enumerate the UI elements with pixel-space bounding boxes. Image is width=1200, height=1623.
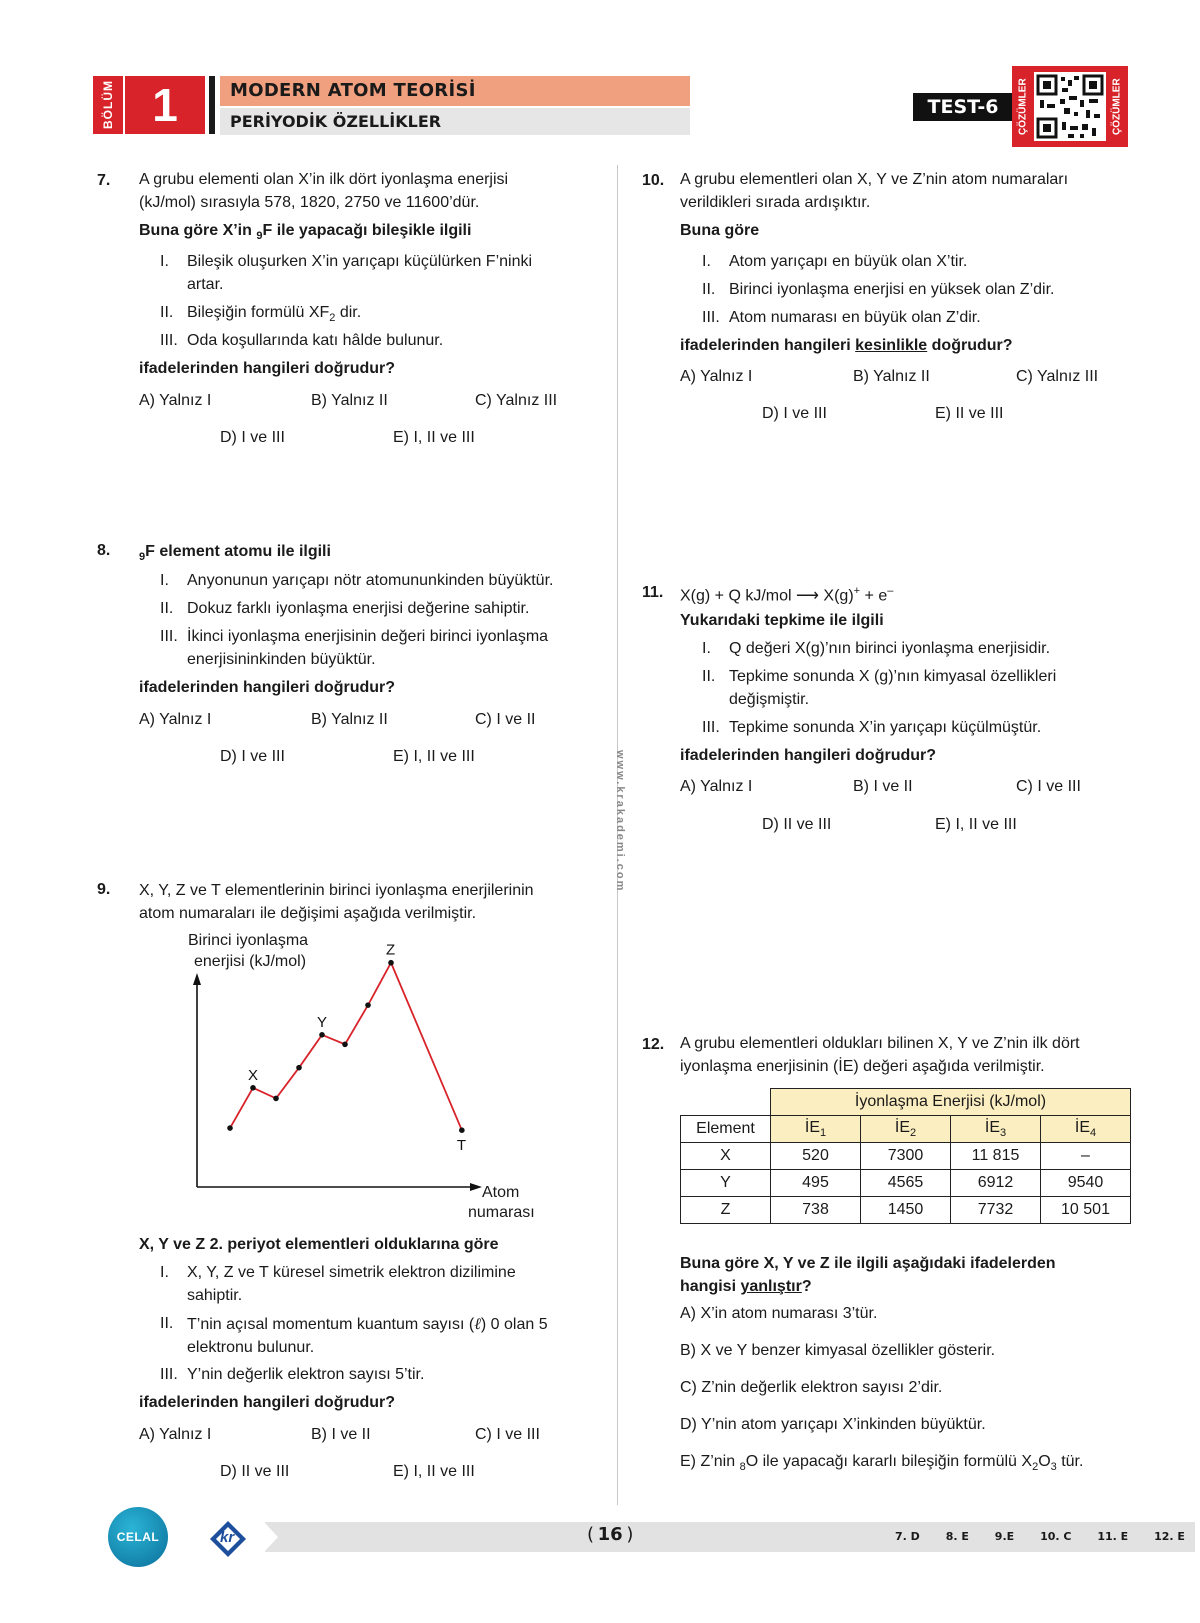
formula-subscript: 2 — [329, 312, 336, 325]
option-d[interactable]: D) I ve III — [762, 405, 827, 422]
table-cell: 9540 — [1041, 1170, 1131, 1197]
table-corner — [681, 1089, 771, 1116]
stem-emphasis: yanlıştır — [740, 1278, 802, 1295]
option-a[interactable]: A) Yalnız I — [139, 711, 212, 728]
statement-line: İkinci iyonlaşma enerjisinin değeri birinci iyonlaşma — [187, 628, 549, 645]
column-header — [951, 1116, 1041, 1143]
statement-numeral: I. — [160, 572, 169, 589]
q9-stem: X, Y ve Z 2. periyot elementleri olduklarına göre — [139, 1236, 499, 1253]
table-cell: Z — [681, 1197, 771, 1224]
page-number-value: 16 — [597, 1524, 623, 1545]
formula-subscript: 2 — [1032, 1461, 1039, 1474]
statement — [187, 1312, 607, 1359]
question-number: 7. — [97, 172, 111, 189]
data-point — [342, 1042, 348, 1048]
table-cell: Y — [681, 1170, 771, 1197]
chart-ylabel: Birinci iyonlaşma — [188, 932, 309, 949]
column-header — [1041, 1116, 1131, 1143]
q7-stem-sub: 9 — [256, 230, 263, 243]
statement — [187, 625, 607, 671]
option-a[interactable]: A) Yalnız I — [680, 778, 753, 795]
table-cell: 738 — [771, 1197, 861, 1224]
column-header: Element — [681, 1116, 771, 1143]
option-d[interactable]: D) Y’nin atom yarıçapı X’inkinden büyüktür. — [680, 1416, 986, 1433]
option-e[interactable]: E) I, II ve III — [393, 429, 475, 446]
publisher-logo-icon — [108, 1507, 168, 1567]
option-c[interactable]: C) Yalnız III — [1016, 368, 1099, 385]
prompt-emphasis: kesinlikle — [855, 337, 928, 354]
equation-text: + e — [860, 587, 888, 605]
q7-stem-a: Buna göre X’in — [139, 222, 257, 239]
column-header — [861, 1116, 951, 1143]
ie-sub: 1 — [820, 1127, 827, 1140]
charge-superscript: + — [853, 585, 861, 597]
table-header-row — [681, 1116, 1131, 1143]
statement-numeral: I. — [702, 640, 711, 657]
statement-numeral: II. — [160, 304, 174, 321]
option-d[interactable]: D) I ve III — [220, 748, 285, 765]
table-cell: 7300 — [861, 1143, 951, 1170]
question-number: 12. — [642, 1036, 665, 1053]
option-e[interactable]: E) I, II ve III — [393, 748, 475, 765]
q7-stem-b: F ile yapacağı bileşikle ilgili — [262, 222, 472, 239]
table-cell: 7732 — [951, 1197, 1041, 1224]
statement-numeral: I. — [160, 253, 169, 270]
table-row — [681, 1170, 1131, 1197]
table-cell: 1450 — [861, 1197, 951, 1224]
statement-line — [187, 1312, 607, 1336]
q11-stem: Yukarıdaki tepkime ile ilgili — [680, 612, 884, 629]
statement-numeral: III. — [160, 332, 178, 349]
option-c[interactable]: C) Z’nin değerlik elektron sayısı 2’dir. — [680, 1379, 943, 1396]
option-e[interactable] — [680, 1453, 1083, 1473]
statement — [187, 250, 607, 296]
section-number: 1 — [125, 76, 205, 134]
q8-stem-sub: 9 — [139, 551, 146, 564]
qr-code-icon[interactable] — [1034, 72, 1106, 141]
q12-line: iyonlaşma enerjisinin (İE) değeri aşağıda verilmiştir. — [680, 1058, 1045, 1075]
prompt-text: doğrudur? — [927, 337, 1013, 354]
ie-sub: 3 — [1000, 1127, 1007, 1140]
page-number: ( 16 ) — [587, 1524, 634, 1545]
equation-text: X(g) — [818, 587, 854, 605]
reaction-arrow-icon: ⟶ — [796, 587, 819, 605]
question-number: 9. — [97, 881, 111, 898]
option-d[interactable]: D) I ve III — [220, 429, 285, 446]
footer-notch — [264, 1522, 278, 1552]
charge-superscript: – — [887, 585, 894, 597]
option-b[interactable]: B) I ve II — [853, 778, 913, 795]
option-text: O — [1038, 1453, 1051, 1470]
table-cell: 11 815 — [951, 1143, 1041, 1170]
data-point — [273, 1096, 279, 1102]
x-axis-arrow — [470, 1183, 482, 1191]
statement-numeral: III. — [702, 309, 720, 326]
q9-line: X, Y, Z ve T elementlerinin birinci iyonlaşma enerjilerinin — [139, 882, 534, 899]
option-a[interactable]: A) Yalnız I — [139, 392, 212, 409]
statement: Atom yarıçapı en büyük olan X’tir. — [729, 253, 968, 270]
answer-key — [895, 1530, 1185, 1543]
option-e[interactable]: E) I, II ve III — [935, 816, 1017, 833]
statement-line: artar. — [187, 276, 224, 293]
point-label: T — [456, 1137, 467, 1155]
ionization-table — [680, 1088, 1131, 1224]
kr-logo-text: kr — [220, 1529, 235, 1546]
answer-key-item: 9.E — [994, 1530, 1015, 1543]
table-row — [681, 1197, 1131, 1224]
stem-text: ? — [801, 1278, 812, 1295]
statement-line: Tepkime sonunda X (g)’nın kimyasal özellikleri — [729, 668, 1057, 685]
option-a[interactable]: A) Yalnız I — [139, 1426, 212, 1443]
answer-key-item: 7. D — [895, 1530, 920, 1543]
kr-logo-icon — [208, 1519, 248, 1559]
chart-xlabel: Atom — [482, 1184, 520, 1201]
option-b[interactable]: B) I ve II — [311, 1426, 371, 1443]
statement-numeral: I. — [702, 253, 711, 270]
option-d[interactable]: D) II ve III — [762, 816, 832, 833]
solutions-label-right: ÇÖZÜMLER — [1111, 78, 1123, 135]
question-number: 8. — [97, 542, 111, 559]
statement: Q değeri X(g)’nın birinci iyonlaşma enerjisidir. — [729, 640, 1051, 657]
equation-text: X(g) + Q kJ/mol — [680, 587, 797, 605]
q7-stem — [139, 219, 599, 248]
point-label: Z — [386, 941, 396, 959]
ionization-chart — [150, 925, 570, 1225]
question-prompt: ifadelerinden hangileri doğrudur? — [139, 679, 396, 696]
option-b[interactable]: B) Yalnız II — [311, 392, 388, 409]
chart-plot — [150, 925, 570, 1225]
statement: Birinci iyonlaşma enerjisi en yüksek olan Z’dir. — [729, 281, 1055, 298]
statement-numeral: II. — [702, 668, 716, 685]
option-a[interactable]: A) Yalnız I — [680, 368, 753, 385]
option-text: E) Z’nin — [680, 1453, 740, 1470]
statement-numeral: III. — [160, 1366, 178, 1383]
q10-stem: Buna göre — [680, 222, 760, 239]
option-e[interactable]: E) I, II ve III — [393, 1463, 475, 1480]
option-b[interactable]: B) Yalnız II — [311, 711, 388, 728]
answer-key-item: 8. E — [945, 1530, 969, 1543]
atomic-number-subscript: 8 — [739, 1461, 746, 1474]
table-cell: 10 501 — [1041, 1197, 1131, 1224]
statement: Atom numarası en büyük olan Z’dir. — [729, 309, 981, 326]
statement-line: enerjisininkinden büyüktür. — [187, 651, 376, 668]
statement — [729, 665, 1149, 711]
test-label: TEST-6 — [913, 93, 1013, 121]
option-text: tür. — [1056, 1453, 1084, 1470]
chapter-subtitle: PERİYODİK ÖZELLİKLER — [220, 108, 690, 135]
option-d[interactable]: D) II ve III — [220, 1463, 290, 1480]
q8-stem — [139, 540, 331, 569]
data-point — [296, 1065, 302, 1071]
q7-line: (kJ/mol) sırasıyla 578, 1820, 2750 ve 11600’dür. — [139, 194, 480, 211]
option-b[interactable]: B) Yalnız II — [853, 368, 930, 385]
section-label: BÖLÜM — [93, 76, 123, 134]
statement: Y’nin değerlik elektron sayısı 5’tir. — [187, 1366, 425, 1383]
table-header-row — [681, 1089, 1131, 1116]
chart-ylabel: enerjisi (kJ/mol) — [194, 953, 307, 970]
statement-text: dir. — [335, 304, 362, 321]
statement — [187, 301, 361, 330]
q12-line: A grubu elementleri oldukları bilinen X, Y ve Z’nin ilk dört — [680, 1035, 1080, 1052]
question-prompt — [680, 334, 1013, 357]
table-cell: X — [681, 1143, 771, 1170]
q9-line: atom numaraları ile değişimi aşağıda verilmiştir. — [139, 905, 477, 922]
statement: Dokuz farklı iyonlaşma enerjisi değerine sahiptir. — [187, 600, 530, 617]
question-prompt: ifadelerinden hangileri doğrudur? — [139, 1394, 396, 1411]
q12-intro — [680, 1032, 1160, 1078]
statement-line: X, Y, Z ve T küresel simetrik elektron dizilimine — [187, 1264, 516, 1281]
q12-stem-line: Buna göre X, Y ve Z ile ilgili aşağıdaki ifadelerden — [680, 1255, 1056, 1272]
ie-base: İE — [1074, 1118, 1090, 1136]
option-c[interactable]: C) I ve III — [1016, 778, 1081, 795]
data-point — [227, 1125, 233, 1131]
data-point — [459, 1127, 465, 1133]
ie-base: İE — [894, 1118, 910, 1136]
option-e[interactable]: E) II ve III — [935, 405, 1004, 422]
point-label: X — [248, 1066, 259, 1084]
chapter-title: MODERN ATOM TEORİSİ — [220, 76, 690, 106]
table-row — [681, 1143, 1131, 1170]
option-c[interactable]: C) I ve II — [475, 711, 536, 728]
q12-stem — [680, 1252, 1160, 1298]
q12-stem-line — [680, 1275, 1160, 1298]
statement-line: elektronu bulunur. — [187, 1339, 315, 1356]
q8-stem-text: F element atomu ile ilgili — [145, 543, 331, 560]
statement-line: Bileşik oluşurken X’in yarıçapı küçülürken F’ninki — [187, 253, 533, 270]
statement: Oda koşullarında katı hâlde bulunur. — [187, 332, 444, 349]
statement-numeral: I. — [160, 1264, 169, 1281]
ie-base: İE — [984, 1118, 1000, 1136]
chart-xlabel: numarası — [468, 1204, 535, 1221]
answer-key-item: 12. E — [1154, 1530, 1185, 1543]
ie-sub: 2 — [910, 1127, 917, 1140]
data-point — [365, 1002, 371, 1008]
header-divider — [209, 76, 215, 134]
question-prompt: ifadelerinden hangileri doğrudur? — [680, 747, 937, 764]
statement-text: ) 0 olan 5 — [480, 1316, 548, 1333]
option-c[interactable]: C) Yalnız III — [475, 392, 558, 409]
statement-numeral: II. — [160, 600, 174, 617]
statement-line: değişmiştir. — [729, 691, 810, 708]
statement-numeral: III. — [160, 628, 178, 645]
table-cell: 4565 — [861, 1170, 951, 1197]
q10-intro — [680, 168, 1150, 242]
solutions-qr-block[interactable] — [1012, 66, 1128, 147]
q10-line: verildikleri sırada ardışıktır. — [680, 194, 871, 211]
question-number: 10. — [642, 172, 665, 189]
column-header — [771, 1116, 861, 1143]
option-c[interactable]: C) I ve III — [475, 1426, 540, 1443]
stem-text: hangisi — [680, 1278, 741, 1295]
q9-intro — [139, 879, 609, 925]
data-point — [250, 1085, 256, 1091]
answer-key-item: 11. E — [1097, 1530, 1129, 1543]
statement: Tepkime sonunda X’in yarıçapı küçülmüştür. — [729, 719, 1042, 736]
q10-line: A grubu elementleri olan X, Y ve Z’nin atom numaraları — [680, 171, 1069, 188]
table-cell: 495 — [771, 1170, 861, 1197]
table-cell: 520 — [771, 1143, 861, 1170]
answer-key-item: 10. C — [1040, 1530, 1072, 1543]
statement — [187, 1261, 607, 1307]
table-cell: 6912 — [951, 1170, 1041, 1197]
question-prompt: ifadelerinden hangileri doğrudur? — [139, 360, 396, 377]
point-label: Y — [317, 1013, 328, 1031]
q11-equation — [680, 580, 893, 607]
statement-numeral: II. — [160, 1315, 174, 1332]
ie-sub: 4 — [1090, 1127, 1097, 1140]
statement-text: Bileşiğin formülü XF — [187, 304, 330, 321]
option-b[interactable]: B) X ve Y benzer kimyasal özellikler gösterir. — [680, 1342, 996, 1359]
option-a[interactable]: A) X’in atom numarası 3’tür. — [680, 1305, 878, 1322]
statement-line: sahiptir. — [187, 1287, 243, 1304]
y-axis-arrow — [193, 973, 201, 985]
prompt-text: ifadelerinden hangileri — [680, 337, 856, 354]
statement: Anyonunun yarıçapı nötr atomununkinden büyüktür. — [187, 572, 554, 589]
option-text: O ile yapacağı kararlı bileşiğin formülü X — [745, 1453, 1033, 1470]
statement-numeral: II. — [702, 281, 716, 298]
question-number: 11. — [642, 584, 664, 601]
formula-subscript: 3 — [1050, 1461, 1057, 1474]
q7-line: A grubu elementi olan X’in ilk dört iyonlaşma enerjisi — [139, 171, 509, 188]
ie-base: İE — [804, 1118, 820, 1136]
solutions-label-left: ÇÖZÜMLER — [1017, 78, 1029, 135]
statement-text: T’nin açısal momentum kuantum sayısı ( — [187, 1316, 475, 1333]
q7-intro — [139, 168, 599, 248]
ell-symbol: ℓ — [474, 1314, 481, 1333]
statement-numeral: III. — [702, 719, 720, 736]
data-point — [388, 960, 394, 966]
table-title: İyonlaşma Enerjisi (kJ/mol) — [771, 1089, 1131, 1116]
data-point — [319, 1032, 325, 1038]
table-cell: – — [1041, 1143, 1131, 1170]
publisher-logo-text: CELAL — [116, 1530, 160, 1544]
watermark: www.krakademi.com — [614, 750, 626, 893]
